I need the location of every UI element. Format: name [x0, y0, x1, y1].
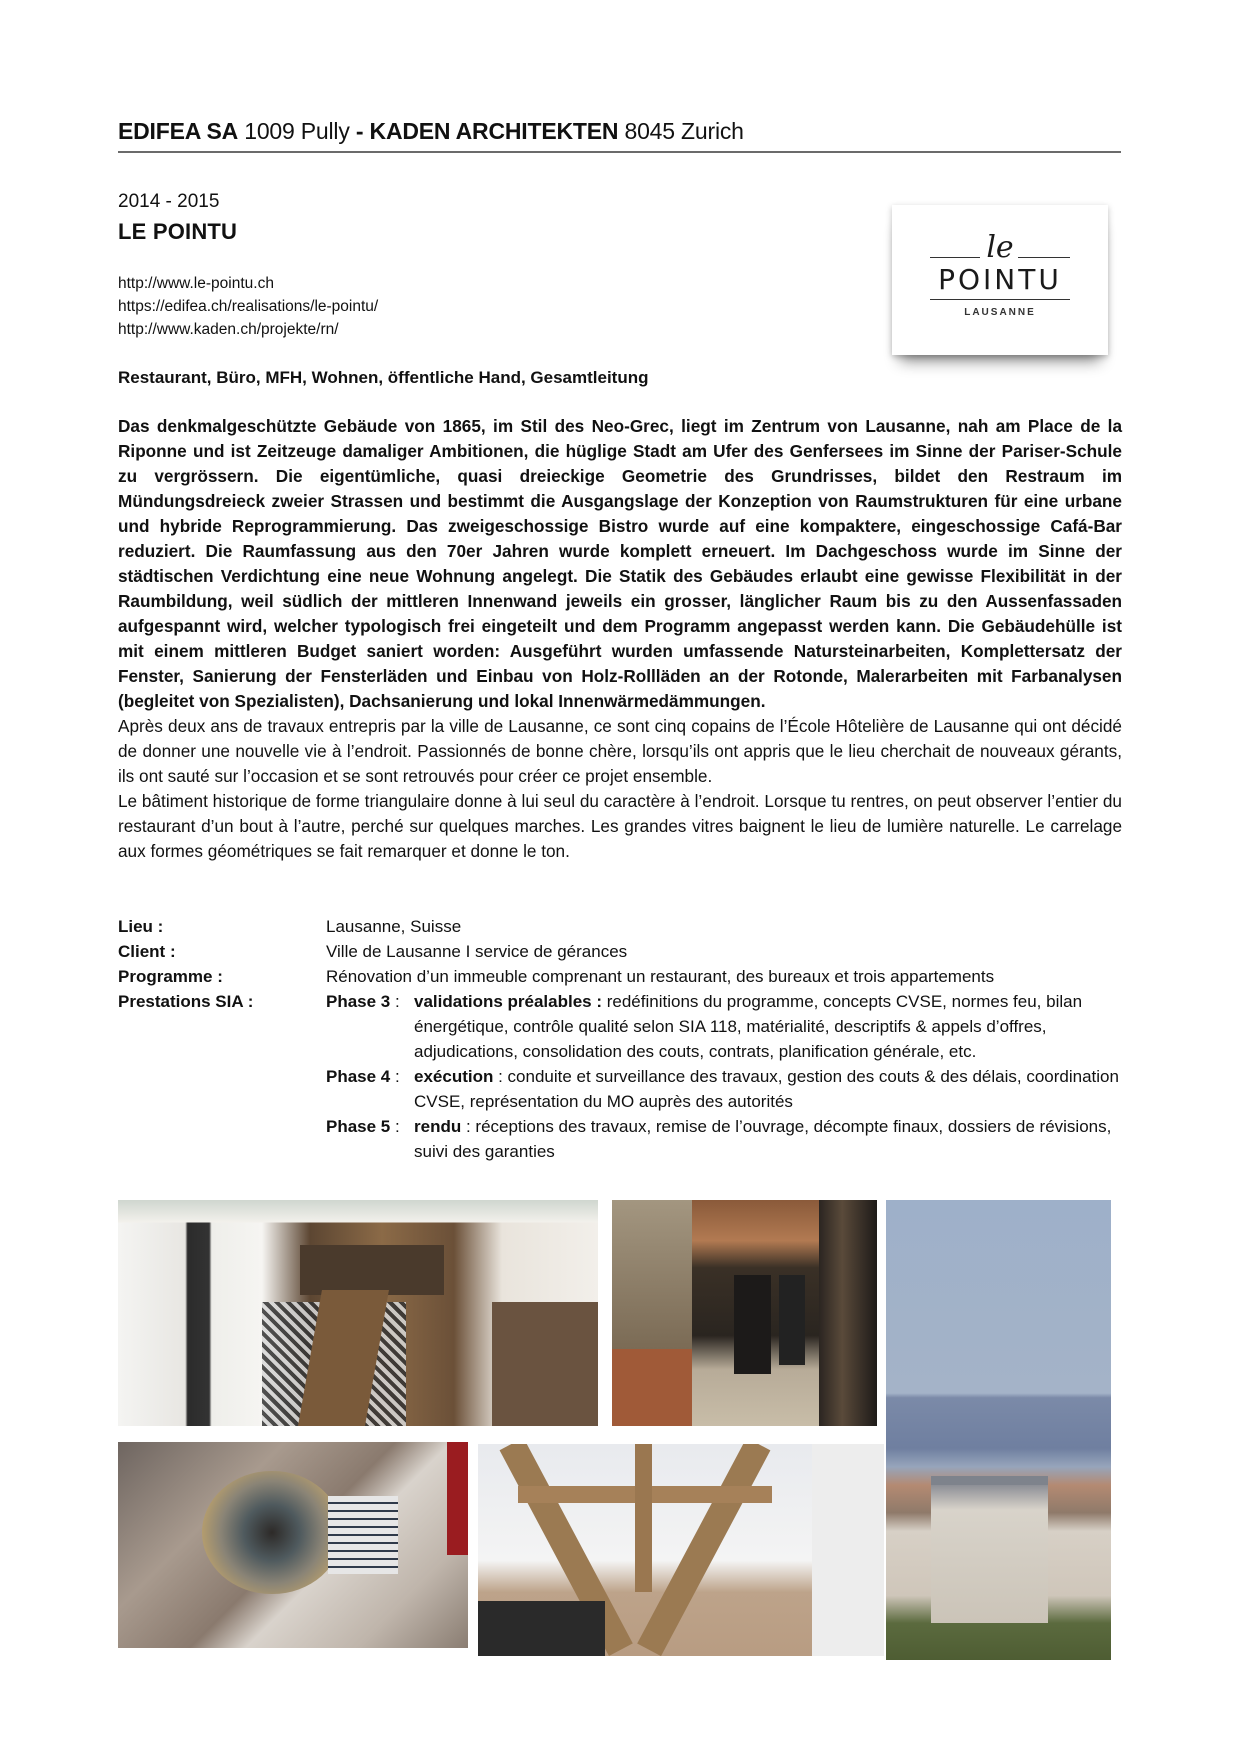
photo-cellar-corridor: [612, 1200, 877, 1426]
logo-line-right: [1018, 257, 1070, 258]
phases-list: [326, 989, 1128, 1164]
logo-le-text: le: [986, 230, 1014, 265]
info-value: Rénovation d’un immeuble comprenant un restaurant, des bureaux et trois appartements: [326, 967, 995, 986]
phase-label: Phase 4 :: [326, 1067, 400, 1086]
project-info-table: [118, 914, 1128, 1164]
photo-detail: [612, 1349, 692, 1426]
firm2-name: KADEN ARCHITEKTEN: [369, 118, 619, 144]
info-value: Ville de Lausanne I service de gérances: [326, 942, 628, 961]
photo-detail: [447, 1442, 468, 1555]
phase-item: [326, 989, 1128, 1064]
photo-detail: [819, 1200, 877, 1426]
phase-label: Phase 5 :: [326, 1117, 400, 1136]
info-label: Programme :: [118, 967, 223, 986]
phase-text: rendu : réceptions des travaux, remise de l’ouvrage, décompte finaux, dossiers de révisions, suivi des garanties: [414, 1117, 1112, 1161]
project-links: [118, 272, 378, 341]
project-title: LE POINTU: [118, 219, 238, 244]
info-label: Prestations SIA :: [118, 992, 254, 1011]
link-kaden[interactable]: http://www.kaden.ch/projekte/rn/: [118, 321, 339, 338]
photo-city-view: [886, 1200, 1111, 1660]
photo-detail: [492, 1302, 598, 1426]
header-divider: [118, 151, 1121, 153]
info-row-programme: [118, 964, 1128, 989]
photo-detail: [612, 1200, 692, 1349]
description-german: Das denkmalgeschützte Gebäude von 1865, im Stil des Neo-Grec, liegt im Zentrum von Lausanne, nah am Place de la Riponne und ist Zeitzeuge damaliger Ambitionen, die hüglige Stadt am Ufer des Genfersees im Sinne der Pariser-Schule zu vergrössern. Die eigentümliche, quasi dreieckige Geometrie des Grundrisses, bildet den Restraum im Mündungsdreieck zweier Strassen und bestimmt die Ausgangslage der Konzeption von Raumstrukturen für eine urbane und hybride Reprogrammierung. Das zweigeschossige Bistro wurde auf eine kompaktere, eingeschossige Cafá-Bar reduziert. Die Raumfassung aus den 70er Jahren wurde komplett erneuert. Im Dachgeschoss wurde im Sinne der städtischen Verdichtung eine neue Wohnung angelegt. Die Statik des Gebäudes erlaubt eine gewisse Flexibilität in der Raumbildung, weil südlich der mittleren Innenwand jeweils ein grosser, länglicher Raum bis zu den Aussenfassaden aufgespannt wird, welcher typologisch frei eingeteilt und dem Programm angepasst werden kann. Die Gebäudehülle ist mit einem mittleren Budget saniert worden: Ausgeführt wurden umfassende Natursteinarbeiten, Komplettersatz der Fenster, Sanierung der Fensterläden und Einbau von Holz-Rollläden an der Rotonde, Malerarbeiten mit Farbanalysen (begleitet von Spezialisten), Dachsanierung und lokal Innenwärmedämmungen.: [118, 416, 1122, 711]
firm1-name: EDIFEA SA: [118, 118, 239, 144]
info-label: Lieu :: [118, 917, 164, 936]
photo-detail: [202, 1471, 342, 1595]
photo-restaurant-interior: [118, 1200, 598, 1426]
info-row-client: [118, 939, 1128, 964]
photo-detail: [300, 1245, 444, 1295]
photo-placeholder-gray: [812, 1444, 884, 1656]
photo-attic-beams: [478, 1444, 812, 1656]
link-edifea[interactable]: https://edifea.ch/realisations/le-pointu/: [118, 298, 379, 315]
info-row-prestations: [118, 989, 1128, 1164]
photo-detail: [931, 1485, 1048, 1623]
le-pointu-logo: [892, 205, 1108, 355]
logo-main-text: POINTU: [938, 263, 1062, 296]
phase-item: [326, 1064, 1128, 1114]
photo-detail: [328, 1496, 398, 1574]
project-description: [118, 414, 1122, 864]
logo-sub-text: LAUSANNE: [964, 307, 1036, 318]
phase-item: [326, 1114, 1128, 1164]
photo-spiral-staircase: [118, 1442, 468, 1648]
logo-line-left: [930, 257, 980, 258]
info-value: Lausanne, Suisse: [326, 917, 462, 936]
phase-text: exécution : conduite et surveillance des travaux, gestion des couts & des délais, coordination CVSE, représentation du MO auprès des autorités: [414, 1067, 1119, 1111]
photo-detail: [734, 1275, 771, 1374]
description-french-1: Après deux ans de travaux entrepris par la ville de Lausanne, ce sont cinq copains de l’École Hôtelière de Lausanne qui ont décidé de donner une nouvelle vie à l’endroit. Passionnés de bonne chère, lorsqu’ils ont appris que le lieu cherchait de nouveaux gérants, ils ont sauté sur l’occasion et se sont retrouvés pour créer ce projet ensemble.: [118, 716, 1122, 786]
firm1-location: 1009 Pully: [244, 118, 350, 144]
phase-label: Phase 3 :: [326, 992, 400, 1011]
info-label: Client :: [118, 942, 176, 961]
document-header: [118, 116, 1118, 146]
link-le-pointu[interactable]: http://www.le-pointu.ch: [118, 275, 274, 292]
project-categories: Restaurant, Büro, MFH, Wohnen, öffentliche Hand, Gesamtleitung: [118, 368, 649, 387]
firm2-location: 8045 Zurich: [624, 118, 744, 144]
photo-detail: [779, 1275, 806, 1365]
header-separator: -: [355, 118, 364, 144]
info-row-lieu: [118, 914, 1128, 939]
photo-detail: [637, 1444, 770, 1656]
project-years: 2014 - 2015: [118, 191, 220, 212]
photo-detail: [635, 1444, 652, 1592]
description-french-2: Le bâtiment historique de forme triangulaire donne à lui seul du caractère à l’endroit. Lorsque tu rentres, on peut observer l’entier du restaurant d’un bout à l’autre, perché sur quelques marches. Les grandes vitres baignent le lieu de lumière naturelle. Le carrelage aux formes géométriques se fait remarquer et donne le ton.: [118, 791, 1122, 861]
phase-text: validations préalables : redéfinitions du programme, concepts CVSE, normes feu, bilan énergétique, contrôle qualité selon SIA 118, matérialité, descriptifs & appels d’offres, adjudications, consolidation des couts, contrats, planification générale, etc.: [414, 992, 1083, 1061]
photo-detail: [478, 1601, 605, 1656]
logo-line-bottom: [930, 299, 1070, 300]
